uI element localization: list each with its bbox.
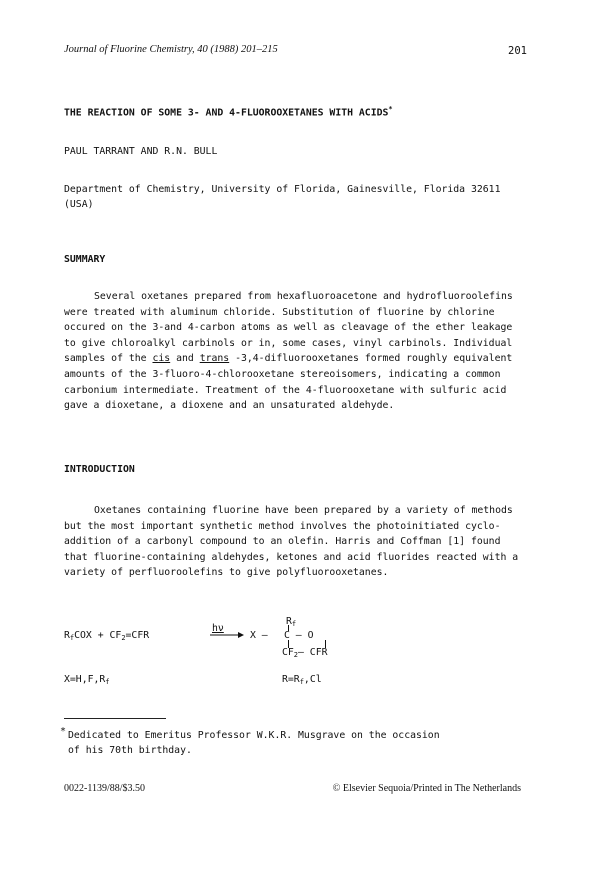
summary-line: amounts of the 3-fluoro-4-chlorooxetane stereoisomers, indicating a common [64, 368, 501, 380]
def-text: ,Cl [303, 674, 322, 685]
def-text: X=H,F,R [64, 674, 106, 685]
r-definition [282, 674, 322, 686]
summary-line: gave a dioxetane, a dioxene and an unsaturated aldehyde. [64, 400, 395, 412]
intro-line: that fluorine-containing aldehydes, ketones and acid fluorides reacted with a [64, 551, 519, 563]
subscript: f [291, 620, 297, 628]
summary-line: carbonium intermediate. Treatment of the 4-fluorooxetane with sulfuric acid [64, 384, 507, 396]
affiliation-line: (USA) [64, 199, 94, 210]
rf-text: R [286, 616, 292, 627]
subscript: f [105, 678, 110, 686]
cis-term: cis [152, 353, 171, 365]
product-x: X – [250, 630, 268, 641]
affiliation [64, 182, 500, 212]
article-title [64, 105, 393, 118]
reactants [64, 630, 149, 642]
page-number: 201 [508, 45, 527, 57]
subscript: f [299, 678, 304, 686]
arrow-icon [210, 626, 246, 638]
cfr-text: — CFR [298, 647, 328, 658]
footnote-marker: * [60, 726, 67, 737]
reaction-condition: hν [212, 623, 224, 634]
reaction-scheme [64, 616, 534, 690]
summary-line: Several oxetanes prepared from hexafluoroacetone and hydrofluoroolefins [94, 291, 513, 302]
subscript: f [69, 634, 75, 642]
reactant-text: R [64, 630, 70, 641]
product-c-o: C — O [284, 630, 314, 641]
subscript: 2 [121, 634, 126, 642]
footnote [60, 726, 440, 758]
introduction-text [64, 503, 534, 581]
intro-line: addition of a carbonyl compound to an olefin. Harris and Coffman [1] found [64, 536, 501, 548]
summary-line: occured on the 3-and 4-carbon atoms as well as cleavage of the ether leakage [64, 322, 513, 334]
introduction-heading: INTRODUCTION [64, 464, 135, 475]
authors: PAUL TARRANT AND R.N. BULL [64, 146, 218, 157]
publisher-notice: © Elsevier Sequoia/Printed in The Netherlands [332, 783, 521, 794]
summary-line: to give chloroalkyl carbinols or in, some cases, vinyl carbinols. Individual [64, 337, 513, 349]
summary-text-span: and [170, 353, 200, 365]
trans-term: trans [199, 353, 230, 365]
affiliation-line: Department of Chemistry, University of Florida, Gainesville, Florida 32611 [64, 184, 501, 195]
cf2-text: CF [282, 647, 294, 658]
summary-text-span: samples of the [64, 353, 153, 365]
summary-text-span: -3,4-difluorooxetanes formed roughly equivalent [229, 353, 513, 365]
title-footnote-marker: * [388, 105, 393, 113]
reactant-text: =CFR [125, 630, 150, 641]
subscript: 2 [293, 651, 299, 659]
footnote-line: Dedicated to Emeritus Professor W.K.R. Musgrave on the occasion [68, 730, 440, 741]
summary-line [64, 351, 534, 367]
product-ring-bottom [282, 647, 328, 659]
def-text: R=R [282, 674, 300, 685]
article-title-text: THE REACTION OF SOME 3- AND 4-FLUOROOXETANES WITH ACIDS [64, 107, 389, 119]
intro-line: Oxetanes containing fluorine have been prepared by a variety of methods [94, 505, 513, 516]
footnote-rule [64, 718, 166, 719]
intro-line: variety of perfluoroolefins to give polyfluorooxetanes. [64, 567, 389, 579]
footnote-line: of his 70th birthday. [68, 745, 192, 756]
summary-text [64, 289, 534, 414]
reactant-text: COX + CF [74, 630, 122, 641]
reaction-arrow [210, 626, 246, 641]
intro-line: but the most important synthetic method involves the photoinitiated cyclo- [64, 520, 501, 532]
issn-price: 0022-1139/88/$3.50 [64, 783, 146, 794]
x-definition [64, 674, 110, 686]
summary-heading: SUMMARY [64, 254, 106, 265]
summary-line: were treated with aluminum chloride. Substitution of fluorine by chlorine [64, 306, 495, 318]
journal-citation: Journal of Fluorine Chemistry, 40 (1988) 201–215 [64, 44, 278, 55]
